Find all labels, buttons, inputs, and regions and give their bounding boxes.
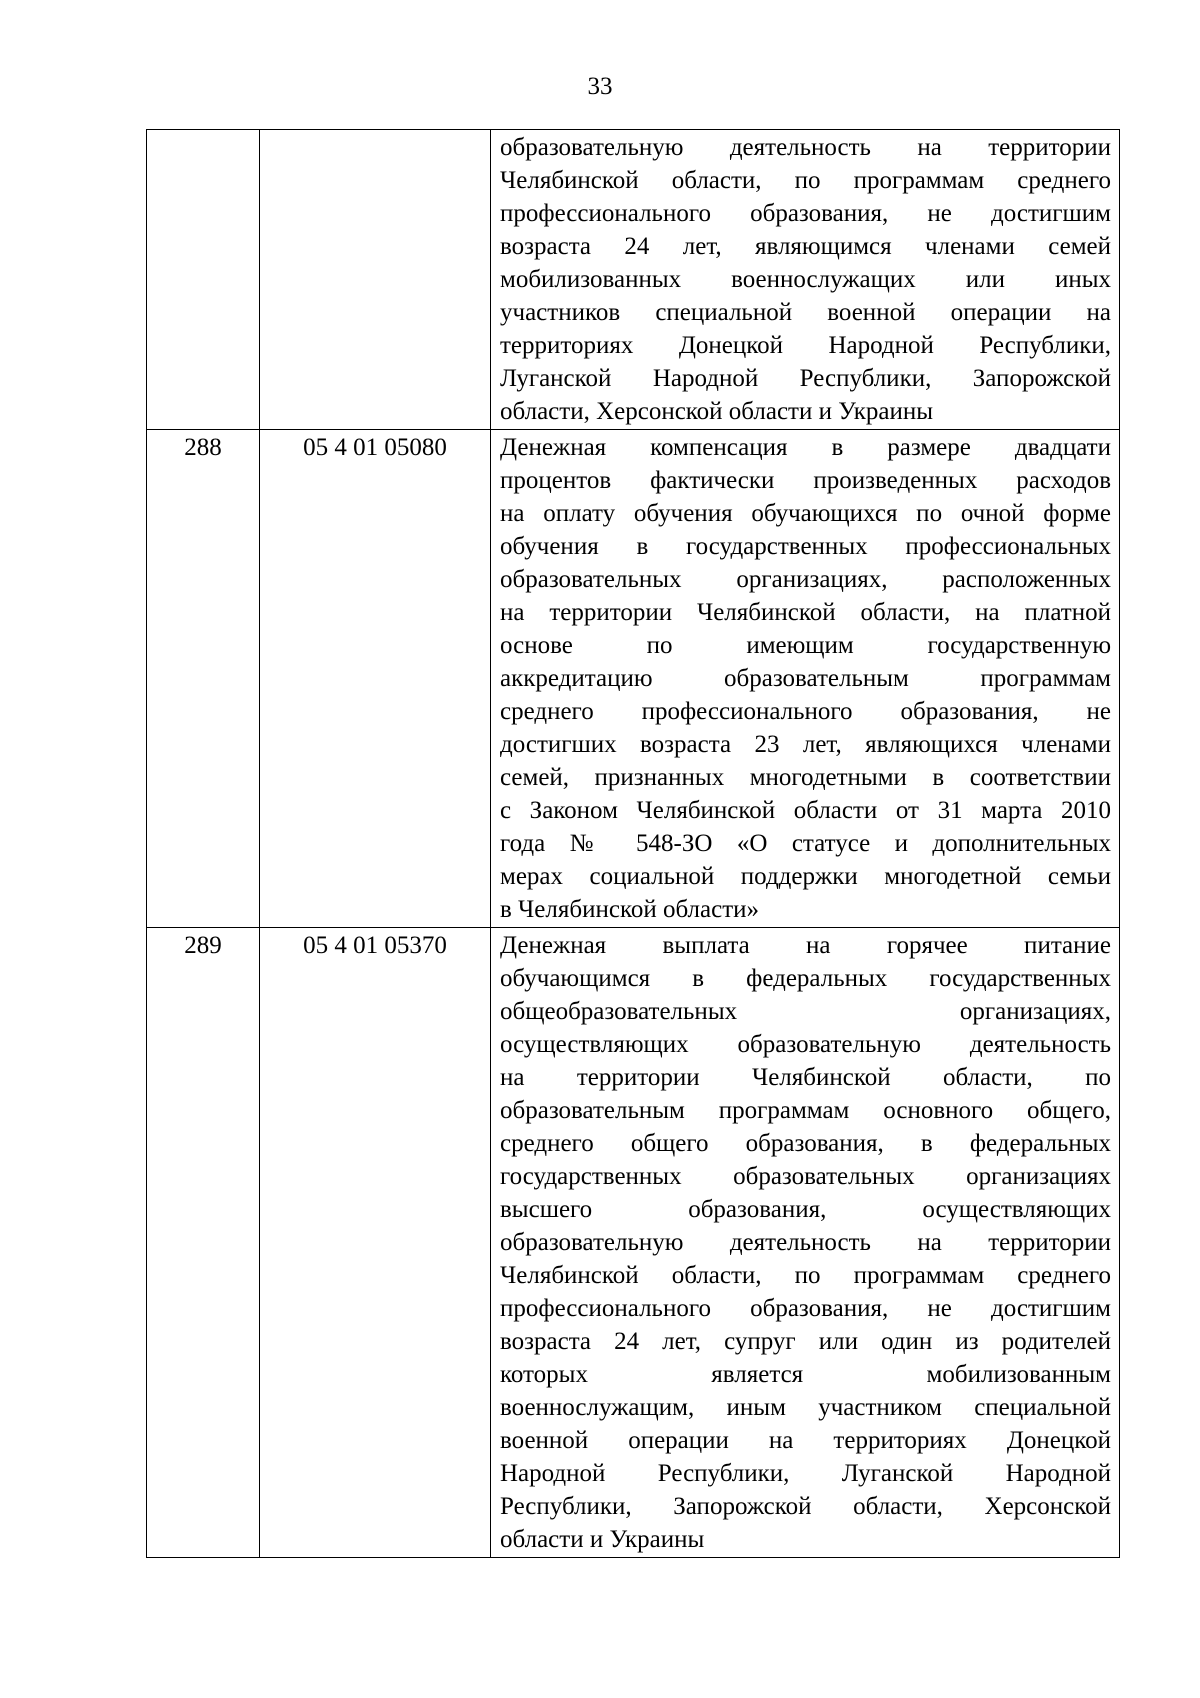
budget-code-cell xyxy=(260,430,491,928)
description-line: обучения в государственных профессиональных xyxy=(500,533,1111,560)
description-line: образовательным программам основного общего, xyxy=(500,1097,1111,1124)
description-line: профессионального образования, не достигшим xyxy=(500,1295,1111,1322)
description-cell xyxy=(491,928,1120,1558)
description-line: Челябинской области, по программам среднего xyxy=(500,167,1111,194)
description-line: Денежная компенсация в размере двадцати xyxy=(500,434,1111,461)
budget-code-cell xyxy=(260,130,491,430)
description-line: области, Херсонской области и Украины xyxy=(500,398,934,425)
description-line: возраста 24 лет, являющимся членами семей xyxy=(500,233,1111,260)
description-line: семей, признанных многодетными в соответствии xyxy=(500,764,1111,791)
table-row xyxy=(147,928,1120,1558)
description-line: среднего общего образования, в федеральных xyxy=(500,1130,1111,1157)
description-line: государственных образовательных организациях xyxy=(500,1163,1111,1190)
budget-code: 05 4 01 05370 xyxy=(303,932,447,959)
budget-code: 05 4 01 05080 xyxy=(303,434,447,461)
row-number: 289 xyxy=(184,932,222,959)
description-line: территориях Донецкой Народной Республики, xyxy=(500,332,1111,359)
row-number-cell xyxy=(147,430,260,928)
description-line: аккредитацию образовательным программам xyxy=(500,665,1111,692)
description-line: в Челябинской области» xyxy=(500,896,760,923)
description-line: процентов фактически произведенных расходов xyxy=(500,467,1111,494)
description-line: достигших возраста 23 лет, являющихся членами xyxy=(500,731,1111,758)
table-row xyxy=(147,130,1120,430)
description-line: военнослужащим, иным участником специальной xyxy=(500,1394,1111,1421)
description-line: области и Украины xyxy=(500,1526,705,1553)
description-line: на территории Челябинской области, на платной xyxy=(500,599,1111,626)
row-number: 288 xyxy=(184,434,222,461)
description-line: образовательную деятельность на территории xyxy=(500,1229,1111,1256)
row-number xyxy=(147,130,259,131)
budget-codes-table xyxy=(146,129,1120,1558)
page-number: 33 xyxy=(587,73,613,100)
description-line: которых является мобилизованным xyxy=(500,1361,1111,1388)
description-line: с Законом Челябинской области от 31 марта 2010 xyxy=(500,797,1111,824)
description-line: образовательную деятельность на территории xyxy=(500,134,1111,161)
description-line: среднего профессионального образования, не xyxy=(500,698,1111,725)
description-line: возраста 24 лет, супруг или один из родителей xyxy=(500,1328,1111,1355)
description-line: Луганской Народной Республики, Запорожской xyxy=(500,365,1111,392)
description-line: года № 548-ЗО «О статусе и дополнительных xyxy=(500,830,1111,857)
description-line: Народной Республики, Луганской Народной xyxy=(500,1460,1111,1487)
description-line: Республики, Запорожской области, Херсонской xyxy=(500,1493,1111,1520)
description-line: на оплату обучения обучающихся по очной форме xyxy=(500,500,1111,527)
description-line: обучающимся в федеральных государственных xyxy=(500,965,1111,992)
row-number-cell xyxy=(147,130,260,430)
description-line: мерах социальной поддержки многодетной семьи xyxy=(500,863,1111,890)
budget-code-cell xyxy=(260,928,491,1558)
table-body xyxy=(147,130,1120,1558)
row-number-cell xyxy=(147,928,260,1558)
description-line: высшего образования, осуществляющих xyxy=(500,1196,1111,1223)
description-line: мобилизованных военнослужащих или иных xyxy=(500,266,1111,293)
description-line: общеобразовательных организациях, xyxy=(500,998,1111,1025)
table-row xyxy=(147,430,1120,928)
description-line: Челябинской области, по программам среднего xyxy=(500,1262,1111,1289)
description-line: военной операции на территориях Донецкой xyxy=(500,1427,1111,1454)
description-cell xyxy=(491,130,1120,430)
description-cell xyxy=(491,430,1120,928)
description-line: осуществляющих образовательную деятельность xyxy=(500,1031,1111,1058)
description-line: на территории Челябинской области, по xyxy=(500,1064,1111,1091)
description-line: основе по имеющим государственную xyxy=(500,632,1111,659)
budget-code xyxy=(260,130,490,131)
description-line: профессионального образования, не достигшим xyxy=(500,200,1111,227)
description-line: Денежная выплата на горячее питание xyxy=(500,932,1111,959)
description-line: участников специальной военной операции на xyxy=(500,299,1111,326)
description-line: образовательных организациях, расположенных xyxy=(500,566,1111,593)
